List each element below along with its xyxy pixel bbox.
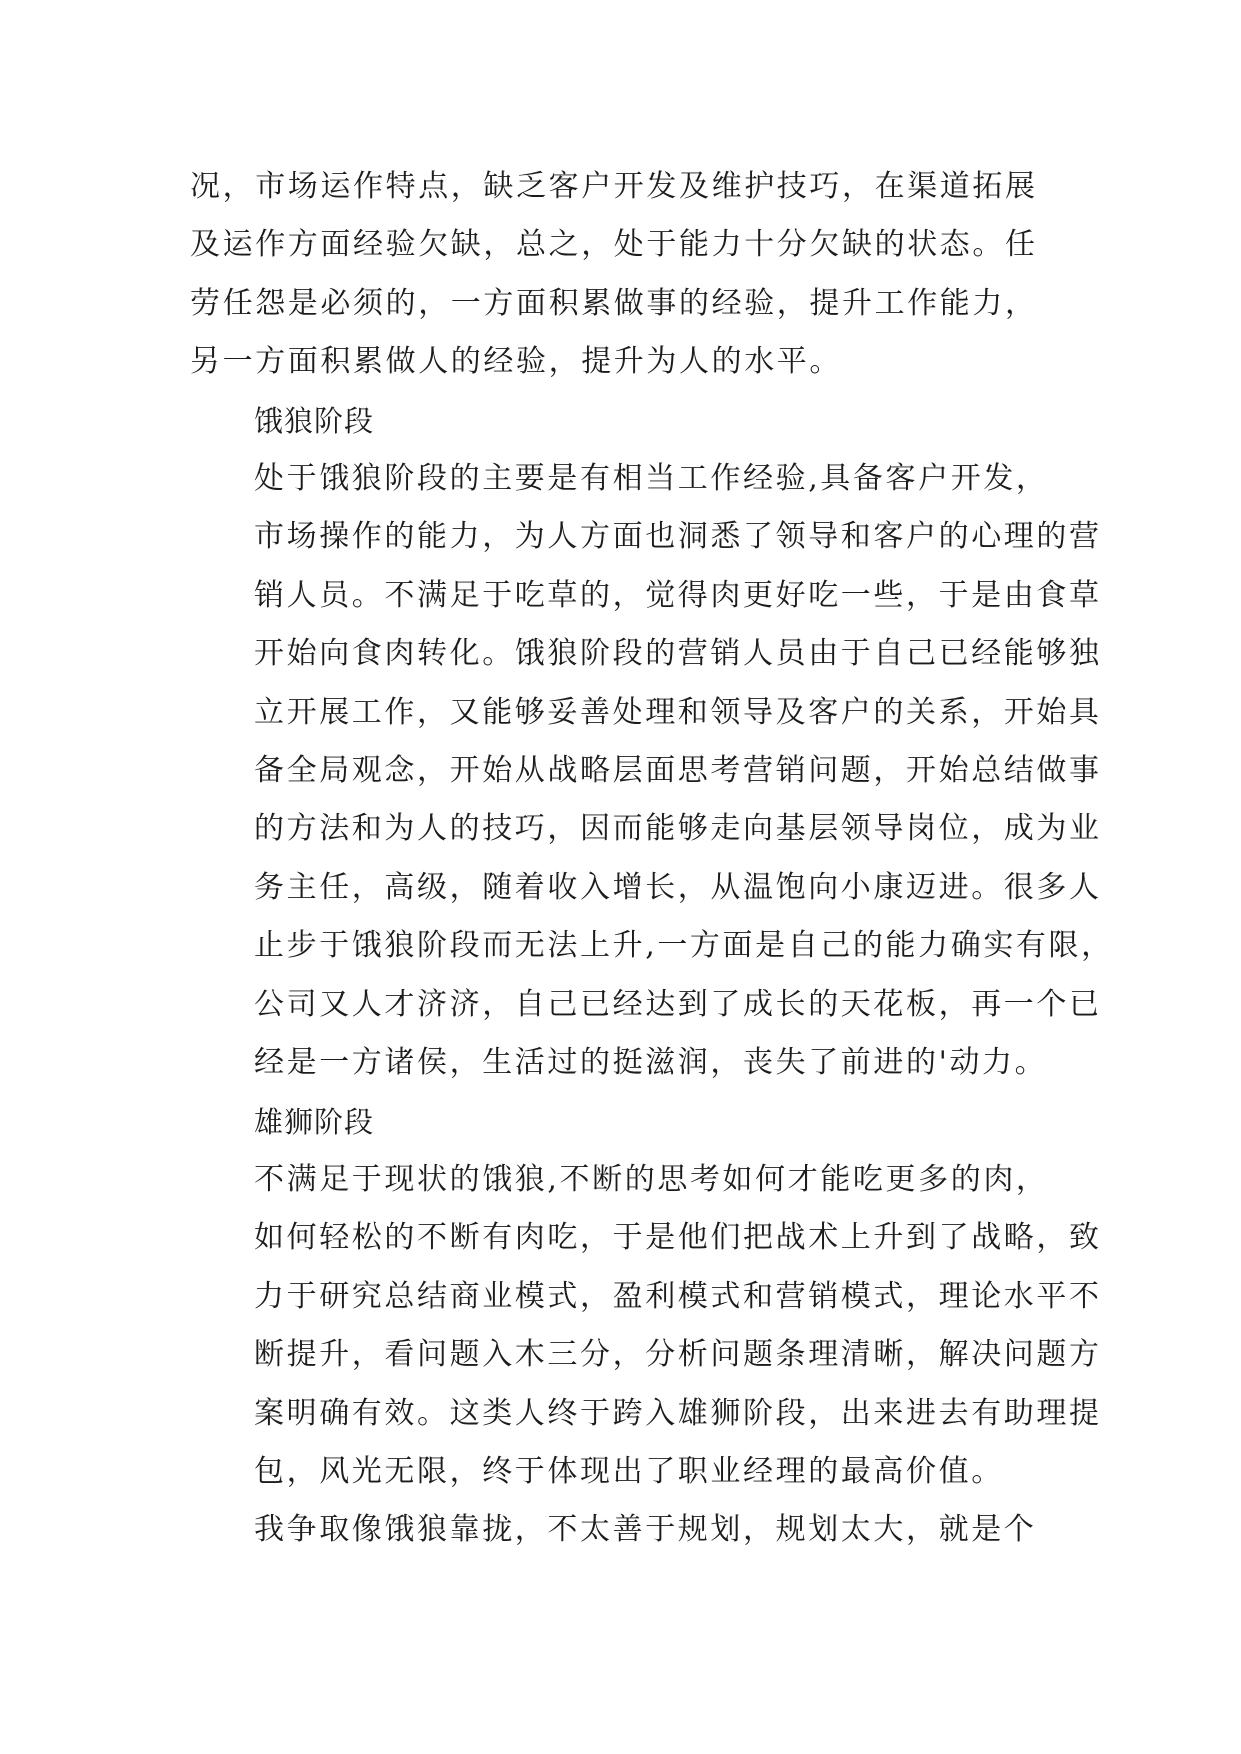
- text-line: 不满足于现状的饿狼,不断的思考如何才能吃更多的肉，: [254, 1161, 1049, 1197]
- text-line: 我争取像饿狼靠拢，不太善于规划，规划太大，就是个: [254, 1512, 1037, 1548]
- paragraph-hungry-wolf: [190, 450, 1114, 1092]
- text-line: 断提升，看问题入木三分，分析问题条理清晰，解决问题方: [254, 1337, 1102, 1373]
- text-line: 另一方面积累做人的经验，提升为人的水平。: [190, 344, 842, 380]
- document-body: [190, 158, 1114, 1560]
- text-line: 立开展工作，又能够妥善处理和领导及客户的关系，开始具: [254, 694, 1102, 730]
- text-line: 劳任怨是必须的，一方面积累做事的经验，提升工作能力，: [190, 285, 1038, 321]
- text-line: 力于研究总结商业模式，盈利模式和营销模式，理论水平不: [254, 1278, 1102, 1314]
- text-line: 案明确有效。这类人终于跨入雄狮阶段，出来进去有助理提: [254, 1395, 1102, 1431]
- section-heading-hungry-wolf: 饿狼阶段: [254, 403, 375, 438]
- text-line: 务主任，高级，随着收入增长，从温饱向小康迈进。很多人: [254, 869, 1102, 905]
- text-line: 处于饿狼阶段的主要是有相当工作经验,具备客户开发，: [254, 461, 1049, 497]
- text-line: 的方法和为人的技巧，因而能够走向基层领导岗位，成为业: [254, 811, 1102, 847]
- text-line: 如何轻松的不断有肉吃，于是他们把战术上升到了战略，致: [254, 1220, 1102, 1256]
- paragraph-lion: [190, 1151, 1102, 1501]
- text-line: 况，市场运作特点，缺乏客户开发及维护技巧，在渠道拓展: [190, 169, 1038, 204]
- text-line: 包，风光无限，终于体现出了职业经理的最高价值。: [254, 1453, 1004, 1489]
- text-line: 公司又人才济济，自己已经达到了成长的天花板，再一个已: [254, 986, 1102, 1022]
- paragraph-intro-continuation: [190, 158, 1065, 392]
- text-line: 止步于饿狼阶段而无法上升,一方面是自己的能力确实有限，: [254, 928, 1114, 964]
- text-line: 及运作方面经验欠缺，总之，处于能力十分欠缺的状态。任: [190, 227, 1038, 263]
- text-line: 备全局观念，开始从战略层面思考营销问题，开始总结做事: [254, 753, 1102, 789]
- text-line: 开始向食肉转化。饿狼阶段的营销人员由于自己已经能够独: [254, 636, 1102, 672]
- text-line: 销人员。不满足于吃草的，觉得肉更好吃一些，于是由食草: [254, 577, 1102, 613]
- paragraph-conclusion: [190, 1501, 1065, 1559]
- section-heading-lion: 雄狮阶段: [254, 1104, 375, 1139]
- text-line: 市场操作的能力，为人方面也洞悉了领导和客户的心理的营: [254, 519, 1102, 555]
- text-line: 经是一方诸侯，生活过的挺滋润，丧失了前进的'动力。: [254, 1045, 1048, 1081]
